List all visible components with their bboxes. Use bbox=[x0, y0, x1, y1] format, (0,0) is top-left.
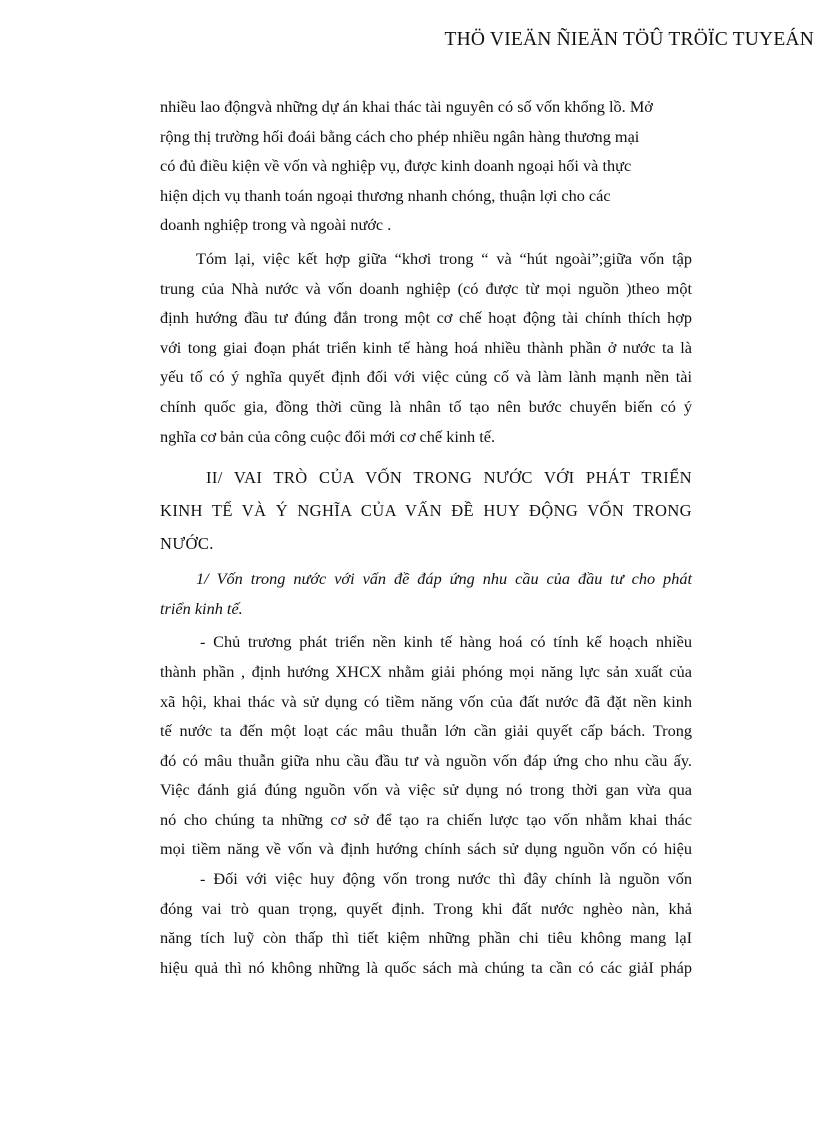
text-line: xã hội, khai thác và sử dụng có tiềm năng vốn của đất nước đã đặt nền kinh bbox=[160, 691, 692, 711]
page-header: THÖ VIEÄN ÑIEÄN TÖÛ TRÖÏC TUYEÁN bbox=[444, 29, 814, 50]
text-line: Việc đánh giá đúng nguồn vốn và việc sử dụng nó trong thời gan vừa qua bbox=[160, 780, 692, 800]
text-line: doanh nghiệp trong và ngoài nước . bbox=[160, 215, 392, 235]
text-line: đóng vai trò quan trọng, quyết định. Trong khi đất nước nghèo nàn, khả bbox=[160, 898, 692, 918]
paragraph bbox=[160, 92, 692, 240]
text-line: rộng thị trường hối đoái bằng cách cho phép nhiều ngân hàng thương mại bbox=[160, 126, 640, 146]
subheading-line: 1/ Vốn trong nước với vấn đề đáp ứng nhu cầu của đầu tư cho phát bbox=[196, 569, 692, 589]
text-line: - Chủ trương phát triển nền kinh tế hàng hoá có tính kế hoạch nhiều bbox=[200, 632, 692, 652]
subheading-line: triển kinh tế. bbox=[160, 598, 243, 618]
text-line: thành phần , định hướng XHCX nhằm giải phóng mọi năng lực sản xuất của bbox=[160, 661, 692, 681]
text-line: nhiều lao độngvà những dự án khai thác tài nguyên có số vốn khổng lồ. Mở bbox=[160, 97, 653, 116]
text-line: hiện dịch vụ thanh toán ngoại thương nhanh chóng, thuận lợi cho các bbox=[160, 185, 611, 205]
text-line: định hướng đầu tư đúng đắn trong một cơ chế hoạt động tài chính thích hợp bbox=[160, 308, 692, 328]
paragraph bbox=[160, 627, 692, 864]
text-line: chính quốc gia, đồng thời cũng là nhân tố tạo nên bước chuyển biến có ý bbox=[160, 396, 692, 416]
paragraph bbox=[160, 864, 692, 982]
text-line: hiệu quả thì nó không những là quốc sách mà chúng ta cần có các giảI pháp bbox=[160, 957, 692, 977]
text-line: tế nước ta đến một loạt các mâu thuẫn lớn cần giải quyết cấp bách. Trong bbox=[160, 721, 692, 741]
text-line: có đủ điều kiện về vốn và nghiệp vụ, được kinh doanh ngoại hối và thực bbox=[160, 156, 632, 176]
text-line: năng tích luỹ còn thấp thì tiết kiệm những phần chi tiêu không mang lạI bbox=[160, 928, 692, 948]
text-line: yếu tố có ý nghĩa quyết định đối với việc củng cố và làm lành mạnh nền tài bbox=[160, 367, 692, 387]
sub-heading bbox=[160, 564, 692, 623]
paragraph bbox=[160, 244, 692, 451]
text-line: Tóm lại, việc kết hợp giữa “khơi trong “ và “hút ngoài”;giữa vốn tập bbox=[196, 248, 692, 268]
section-heading bbox=[160, 461, 692, 560]
text-line: đó có mâu thuẫn giữa nhu cầu đầu tư và nguồn vốn đáp ứng cho nhu cầu ấy. bbox=[160, 750, 692, 770]
heading-line: KINH TẾ VÀ Ý NGHĨA CỦA VẤN ĐỀ HUY ĐỘNG VỐN TRONG bbox=[160, 501, 692, 521]
text-line: nó cho chúng ta những cơ sở để tạo ra chiến lược tạo vốn nhằm khai thác bbox=[160, 809, 692, 829]
text-line: trung của Nhà nước và vốn doanh nghiệp (có được từ mọi nguồn )theo một bbox=[160, 278, 692, 298]
document-body bbox=[160, 92, 692, 982]
text-line: nghĩa cơ bản của công cuộc đổi mới cơ chế kinh tế. bbox=[160, 426, 496, 446]
heading-line: NƯỚC. bbox=[160, 534, 214, 554]
text-line: - Đối với việc huy động vốn trong nước thì đây chính là nguồn vốn bbox=[200, 869, 692, 889]
text-line: mọi tiềm năng về vốn và định hướng chính sách sử dụng nguồn vốn có hiệu bbox=[160, 839, 692, 859]
text-line: với tong giai đoạn phát triển kinh tế hàng hoá nhiều thành phần ở nước ta là bbox=[160, 337, 692, 357]
heading-line: II/ VAI TRÒ CỦA VỐN TRONG NƯỚC VỚI PHÁT TRIỂN bbox=[206, 468, 692, 488]
